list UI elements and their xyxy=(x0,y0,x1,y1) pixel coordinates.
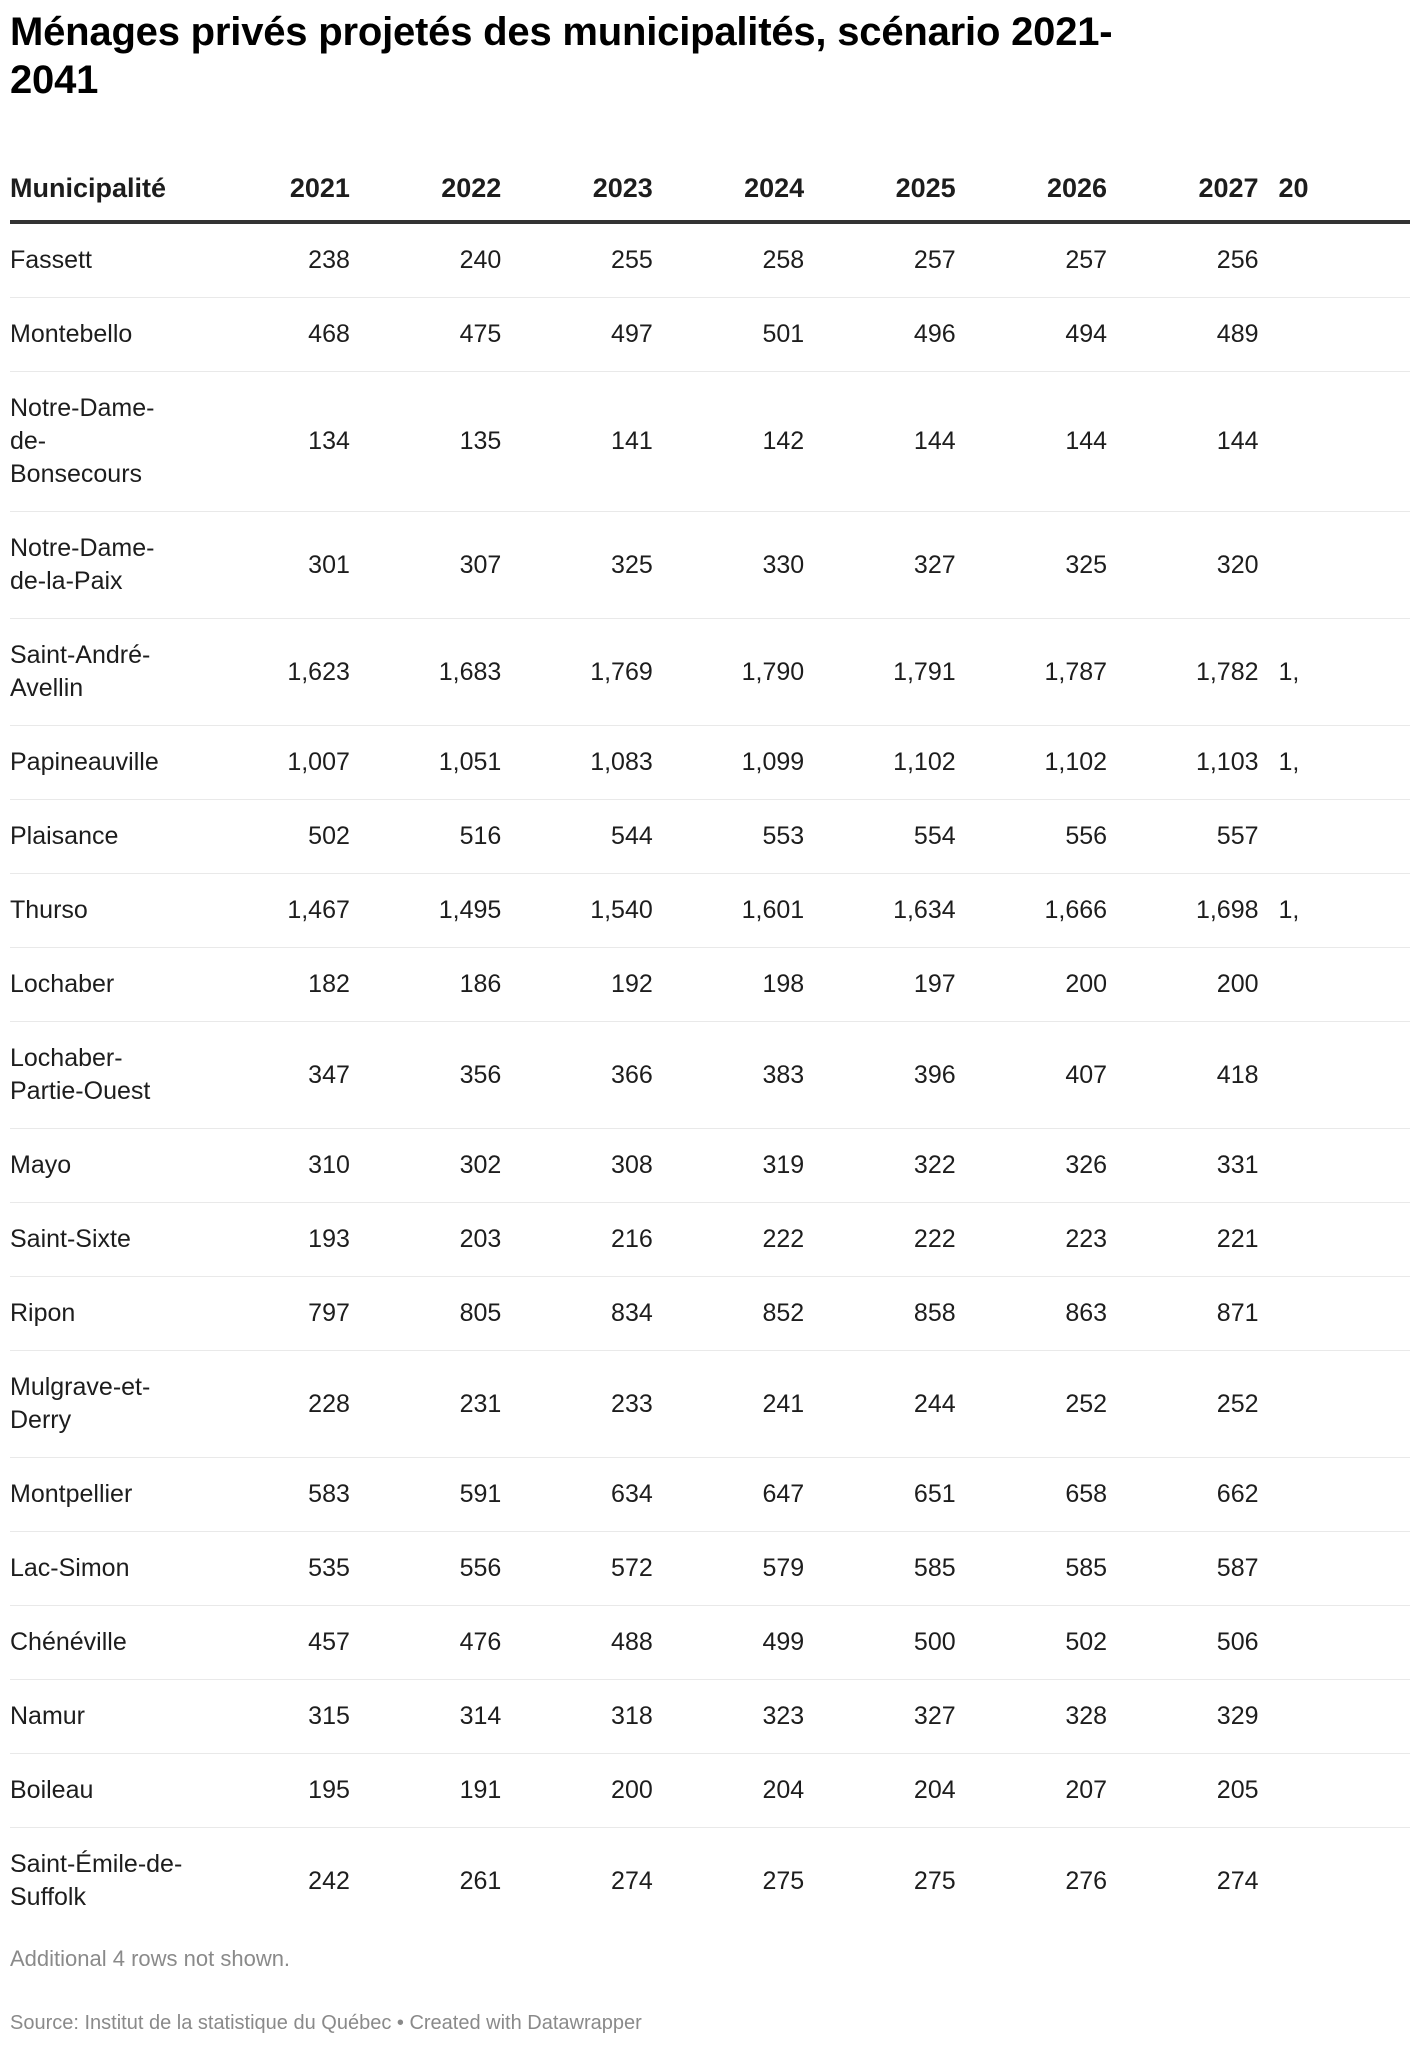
cell-value: 1,782 xyxy=(1107,619,1258,726)
table-body xyxy=(10,222,1410,1934)
cell-value: 252 xyxy=(1107,1351,1258,1458)
cell-value: 252 xyxy=(956,1351,1107,1458)
cell-value: 863 xyxy=(956,1277,1107,1351)
table-row xyxy=(10,948,1410,1022)
cell-value: 320 xyxy=(1107,512,1258,619)
cell-value: 1,790 xyxy=(653,619,804,726)
cell-value: 1,634 xyxy=(804,874,955,948)
cell-value: 468 xyxy=(198,298,349,372)
municipality-name: Montebello xyxy=(10,298,198,372)
municipality-name: Mulgrave-et-Derry xyxy=(10,1351,198,1458)
table-row xyxy=(10,619,1410,726)
cell-value: 135 xyxy=(350,372,501,512)
cell-value: 499 xyxy=(653,1606,804,1680)
cell-value: 200 xyxy=(1107,948,1258,1022)
cell-value: 587 xyxy=(1107,1532,1258,1606)
cell-value: 544 xyxy=(501,800,652,874)
municipality-name: Plaisance xyxy=(10,800,198,874)
municipality-name: Saint-André-Avellin xyxy=(10,619,198,726)
cell-value: 258 xyxy=(653,222,804,298)
table-row xyxy=(10,1680,1410,1754)
cell-value: 244 xyxy=(804,1351,955,1458)
municipality-name: Ripon xyxy=(10,1277,198,1351)
cell-value xyxy=(1259,1606,1410,1680)
cell-value xyxy=(1259,1129,1410,1203)
cell-value: 200 xyxy=(956,948,1107,1022)
cell-value: 323 xyxy=(653,1680,804,1754)
column-header-year[interactable]: 2021 xyxy=(198,150,349,222)
cell-value: 302 xyxy=(350,1129,501,1203)
cell-value: 331 xyxy=(1107,1129,1258,1203)
cell-value: 583 xyxy=(198,1458,349,1532)
cell-value: 255 xyxy=(501,222,652,298)
cell-value: 658 xyxy=(956,1458,1107,1532)
cell-value: 476 xyxy=(350,1606,501,1680)
data-table xyxy=(10,150,1410,1934)
column-header-year[interactable]: 2026 xyxy=(956,150,1107,222)
municipality-name: Boileau xyxy=(10,1754,198,1828)
cell-value: 662 xyxy=(1107,1458,1258,1532)
cell-value: 231 xyxy=(350,1351,501,1458)
municipality-name: Papineauville xyxy=(10,726,198,800)
cell-value: 204 xyxy=(653,1754,804,1828)
cell-value: 516 xyxy=(350,800,501,874)
cell-value: 141 xyxy=(501,372,652,512)
municipality-name: Notre-Dame- de- Bonsecours xyxy=(10,372,198,512)
cell-value: 1,007 xyxy=(198,726,349,800)
cell-value: 489 xyxy=(1107,298,1258,372)
cell-value: 222 xyxy=(653,1203,804,1277)
cell-value: 383 xyxy=(653,1022,804,1129)
table-row xyxy=(10,1532,1410,1606)
table-row xyxy=(10,1129,1410,1203)
table-row xyxy=(10,222,1410,298)
cell-value xyxy=(1259,1277,1410,1351)
cell-value: 327 xyxy=(804,512,955,619)
cell-value: 307 xyxy=(350,512,501,619)
cell-value: 327 xyxy=(804,1680,955,1754)
cell-value: 241 xyxy=(653,1351,804,1458)
cell-value: 407 xyxy=(956,1022,1107,1129)
cell-value xyxy=(1259,1458,1410,1532)
cell-value: 579 xyxy=(653,1532,804,1606)
cell-value: 1,495 xyxy=(350,874,501,948)
cell-value: 182 xyxy=(198,948,349,1022)
cell-value: 1,102 xyxy=(956,726,1107,800)
cell-value: 301 xyxy=(198,512,349,619)
cell-value: 233 xyxy=(501,1351,652,1458)
cell-value: 585 xyxy=(804,1532,955,1606)
cell-value: 497 xyxy=(501,298,652,372)
cell-value xyxy=(1259,1351,1410,1458)
cell-value: 347 xyxy=(198,1022,349,1129)
cell-value: 651 xyxy=(804,1458,955,1532)
cell-value: 142 xyxy=(653,372,804,512)
table-row xyxy=(10,298,1410,372)
table-notes: Additional 4 rows not shown. xyxy=(10,1946,291,1971)
column-header-year[interactable]: 2027 xyxy=(1107,150,1258,222)
cell-value: 858 xyxy=(804,1277,955,1351)
municipality-name: Lochaber-Partie-Ouest xyxy=(10,1022,198,1129)
cell-value: 556 xyxy=(350,1532,501,1606)
municipality-name: Chénéville xyxy=(10,1606,198,1680)
cell-value: 197 xyxy=(804,948,955,1022)
municipality-name: Mayo xyxy=(10,1129,198,1203)
cell-value: 144 xyxy=(1107,372,1258,512)
cell-value xyxy=(1259,1828,1410,1935)
cell-value: 1,051 xyxy=(350,726,501,800)
cell-value: 494 xyxy=(956,298,1107,372)
cell-value: 1,791 xyxy=(804,619,955,726)
cell-value: 852 xyxy=(653,1277,804,1351)
cell-value: 396 xyxy=(804,1022,955,1129)
municipality-name: Namur xyxy=(10,1680,198,1754)
cell-value xyxy=(1259,1680,1410,1754)
municipality-name: Lochaber xyxy=(10,948,198,1022)
header-row xyxy=(10,150,1410,222)
cell-value: 308 xyxy=(501,1129,652,1203)
column-header-year[interactable]: 20 xyxy=(1259,150,1410,222)
cell-value: 1,683 xyxy=(350,619,501,726)
cell-value xyxy=(1259,1022,1410,1129)
cell-value: 325 xyxy=(956,512,1107,619)
cell-value: 325 xyxy=(501,512,652,619)
cell-value: 330 xyxy=(653,512,804,619)
cell-value: 1,083 xyxy=(501,726,652,800)
cell-value: 1,666 xyxy=(956,874,1107,948)
cell-value: 193 xyxy=(198,1203,349,1277)
cell-value: 240 xyxy=(350,222,501,298)
cell-value: 1,102 xyxy=(804,726,955,800)
cell-value: 144 xyxy=(804,372,955,512)
municipality-name: Lac-Simon xyxy=(10,1532,198,1606)
cell-value: 1,769 xyxy=(501,619,652,726)
municipality-name: Thurso xyxy=(10,874,198,948)
cell-value: 572 xyxy=(501,1532,652,1606)
cell-value: 216 xyxy=(501,1203,652,1277)
cell-value: 198 xyxy=(653,948,804,1022)
table-row xyxy=(10,1277,1410,1351)
table-row xyxy=(10,372,1410,512)
cell-value: 1,467 xyxy=(198,874,349,948)
cell-value: 314 xyxy=(350,1680,501,1754)
cell-value: 591 xyxy=(350,1458,501,1532)
cell-value: 1, xyxy=(1259,726,1410,800)
municipality-name: Montpellier xyxy=(10,1458,198,1532)
cell-value: 1,103 xyxy=(1107,726,1258,800)
cell-value: 276 xyxy=(1065,1866,1108,1895)
cell-value: 356 xyxy=(350,1022,501,1129)
column-header-year[interactable]: 2024 xyxy=(653,150,804,222)
cell-value: 1, xyxy=(1259,619,1410,726)
cell-value: 322 xyxy=(804,1129,955,1203)
cell-value: 257 xyxy=(956,222,1107,298)
cell-value: 553 xyxy=(653,800,804,874)
chart-title: Ménages privés projetés des municipalités, scénario 2021-2041 xyxy=(10,10,1113,102)
cell-value: 805 xyxy=(350,1277,501,1351)
cell-value: 1,099 xyxy=(653,726,804,800)
cell-value: 366 xyxy=(501,1022,652,1129)
cell-value: 223 xyxy=(956,1203,1107,1277)
table-row xyxy=(10,800,1410,874)
cell-value: 315 xyxy=(198,1680,349,1754)
table-row xyxy=(10,726,1410,800)
municipality-name: Saint-Émile-de-Suffolk xyxy=(10,1850,183,1911)
cell-value: 501 xyxy=(653,298,804,372)
cell-value: 1,787 xyxy=(956,619,1107,726)
cell-value xyxy=(1259,1754,1410,1828)
table-row xyxy=(10,1022,1410,1129)
cell-value: 556 xyxy=(956,800,1107,874)
table-row xyxy=(10,1606,1410,1680)
cell-value: 329 xyxy=(1107,1680,1258,1754)
cell-value: 496 xyxy=(804,298,955,372)
cell-value: 1,623 xyxy=(198,619,349,726)
cell-value: 221 xyxy=(1107,1203,1258,1277)
cell-value: 502 xyxy=(956,1606,1107,1680)
cell-value: 328 xyxy=(956,1680,1107,1754)
cell-value: 144 xyxy=(956,372,1107,512)
cell-value: 257 xyxy=(804,222,955,298)
column-header-municipalite[interactable]: Municipalité xyxy=(10,150,198,222)
cell-value: 1, xyxy=(1259,874,1410,948)
cell-value: 634 xyxy=(501,1458,652,1532)
cell-value: 457 xyxy=(198,1606,349,1680)
cell-value: 134 xyxy=(198,372,349,512)
cell-value: 871 xyxy=(1107,1277,1258,1351)
source-footer: Source: Institut de la statistique du Québec • Created with Datawrapper xyxy=(10,2012,642,2034)
cell-value: 585 xyxy=(956,1532,1107,1606)
cell-value: 554 xyxy=(804,800,955,874)
cell-value: 834 xyxy=(501,1277,652,1351)
cell-value xyxy=(1259,948,1410,1022)
cell-value: 318 xyxy=(501,1680,652,1754)
cell-value: 275 xyxy=(762,1866,805,1895)
cell-value xyxy=(1259,512,1410,619)
table-row xyxy=(10,874,1410,948)
cell-value: 204 xyxy=(804,1754,955,1828)
cell-value: 261 xyxy=(459,1866,502,1895)
column-header-year[interactable]: 2022 xyxy=(350,150,501,222)
column-header-year[interactable]: 2025 xyxy=(804,150,955,222)
cell-value: 275 xyxy=(913,1866,956,1895)
cell-value: 418 xyxy=(1107,1022,1258,1129)
cell-value: 191 xyxy=(350,1754,501,1828)
cell-value: 205 xyxy=(1107,1754,1258,1828)
cell-value: 256 xyxy=(1107,222,1258,298)
cell-value: 200 xyxy=(501,1754,652,1828)
municipality-name: Fassett xyxy=(10,222,198,298)
cell-value xyxy=(1259,1203,1410,1277)
table-viewport[interactable] xyxy=(10,150,1309,1934)
column-header-year[interactable]: 2023 xyxy=(501,150,652,222)
cell-value: 326 xyxy=(956,1129,1107,1203)
cell-value: 557 xyxy=(1107,800,1258,874)
cell-value: 207 xyxy=(956,1754,1107,1828)
cell-value: 228 xyxy=(198,1351,349,1458)
table-row xyxy=(10,1458,1410,1532)
cell-value xyxy=(1259,800,1410,874)
cell-value: 274 xyxy=(611,1866,653,1895)
cell-value: 186 xyxy=(350,948,501,1022)
cell-value: 274 xyxy=(1216,1866,1259,1895)
table-row xyxy=(10,512,1410,619)
cell-value: 506 xyxy=(1107,1606,1258,1680)
table-row xyxy=(10,1203,1410,1277)
cell-value: 500 xyxy=(804,1606,955,1680)
municipality-name: Saint-Sixte xyxy=(10,1203,198,1277)
cell-value: 502 xyxy=(198,800,349,874)
table-row xyxy=(10,1828,1410,1935)
cell-value: 319 xyxy=(653,1129,804,1203)
cell-value: 647 xyxy=(653,1458,804,1532)
cell-value xyxy=(1259,1532,1410,1606)
cell-value: 1,601 xyxy=(653,874,804,948)
cell-value: 475 xyxy=(350,298,501,372)
cell-value: 203 xyxy=(350,1203,501,1277)
cell-value: 195 xyxy=(198,1754,349,1828)
cell-value: 797 xyxy=(198,1277,349,1351)
cell-value: 222 xyxy=(804,1203,955,1277)
cell-value: 535 xyxy=(198,1532,349,1606)
cell-value xyxy=(1259,298,1410,372)
cell-value xyxy=(1259,222,1410,298)
cell-value: 1,698 xyxy=(1107,874,1258,948)
cell-value: 310 xyxy=(198,1129,349,1203)
cell-value xyxy=(1259,372,1410,512)
municipality-name: Notre-Dame-de-la-Paix xyxy=(10,512,198,619)
cell-value: 192 xyxy=(501,948,652,1022)
table-row xyxy=(10,1754,1410,1828)
cell-value: 488 xyxy=(501,1606,652,1680)
table-row xyxy=(10,1351,1410,1458)
cell-value: 238 xyxy=(198,222,349,298)
cell-value: 1,540 xyxy=(501,874,652,948)
cell-value: 242 xyxy=(308,1866,350,1895)
